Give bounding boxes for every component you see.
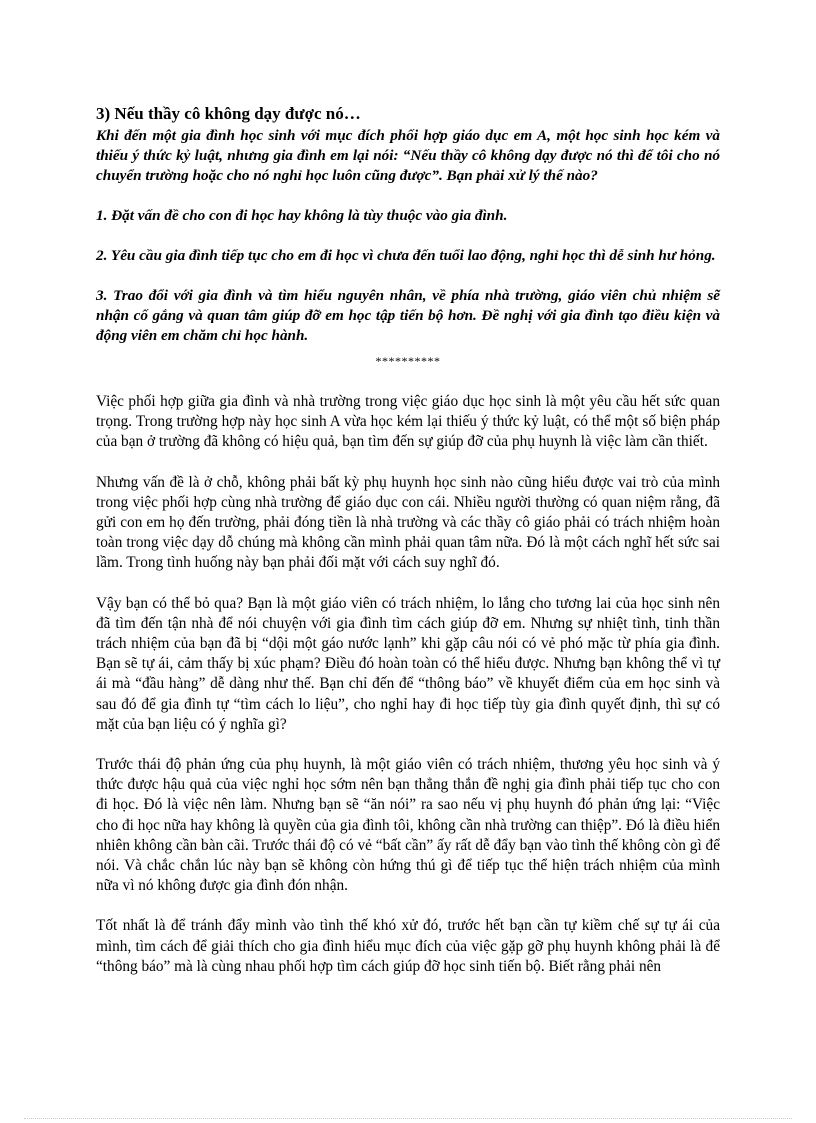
document-page bbox=[96, 104, 720, 997]
body-paragraph-2: Nhưng vấn đề là ở chỗ, không phải bất kỳ phụ huynh học sinh nào cũng hiểu được vai trò của mình trong việc phối hợp cùng nhà trường để giáo dục con cái. Nhiều người thường có quan niệm rằng, đã gửi con em họ đến trường, phải đóng tiền là nhà trường và các thầy cô giáo phải có trách nhiệm hoàn toàn trong việc dạy dỗ chúng mà không cần mình phải quan tâm nữa. Đó là một cách nghĩ hết sức sai lầm. Trong tình huống này bạn phải đối mặt với cách suy nghĩ đó. bbox=[96, 473, 720, 572]
section-separator: ********** bbox=[375, 354, 441, 368]
answer-option-2: 2. Yêu cầu gia đình tiếp tục cho em đi học vì chưa đến tuổi lao động, nghỉ học thì dễ sinh hư hỏng. bbox=[96, 247, 716, 264]
answer-option-1: 1. Đặt vấn đề cho con đi học hay không là tùy thuộc vào gia đình. bbox=[96, 207, 508, 224]
page-bottom-rule bbox=[24, 1118, 792, 1119]
body-paragraph-3: Vậy bạn có thể bỏ qua? Bạn là một giáo viên có trách nhiệm, lo lắng cho tương lai của học sinh nên đã tìm đến tận nhà để nói chuyện với gia đình tìm cách giúp đỡ em. Nhưng sự nhiệt tình, tinh thần trách nhiệm của bạn đã bị “dội một gáo nước lạnh” khi gặp câu nói có vẻ phó mặc từ phía gia đình. Bạn sẽ tự ái, cảm thấy bị xúc phạm? Điều đó hoàn toàn có thể hiểu được. Nhưng bạn không thể vì tự ái mà “đầu hàng” dễ dàng như thế. Bạn chỉ đến để “thông báo” về khuyết điểm của em học sinh và sau đó để gia đình tự “tìm cách lo liệu”, cho nghỉ hay đi học tiếp tùy gia đình quyết định, thì sự có mặt của bạn liệu có ý nghĩa gì? bbox=[96, 594, 720, 733]
answer-option-3: 3. Trao đổi với gia đình và tìm hiểu nguyên nhân, về phía nhà trường, giáo viên chủ nhiệm sẽ nhận cố gắng và quan tâm giúp đỡ em học tập tiến bộ hơn. Đề nghị với gia đình tạo điều kiện và động viên em chăm chỉ học hành. bbox=[96, 287, 720, 344]
section-title: 3) Nếu thầy cô không dạy được nó… bbox=[96, 104, 361, 123]
body-paragraph-4: Trước thái độ phản ứng của phụ huynh, là một giáo viên có trách nhiệm, thương yêu học sinh và ý thức được hậu quả của việc nghỉ học sớm nên bạn thẳng thắn đề nghị gia đình phải tiếp tục cho con đi học. Đó là việc nên làm. Nhưng bạn sẽ “ăn nói” ra sao nếu vị phụ huynh đó phản ứng lại: “Việc cho đi học nữa hay không là quyền của gia đình tôi, không cần nhà trường can thiệp”. Đó là điều hiển nhiên không cần bàn cãi. Trước thái độ có vẻ “bất cần” ấy rất dễ đẩy bạn vào tình thế không còn gì để nói. Và chắc chắn lúc này bạn sẽ không còn hứng thú gì để tiếp tục thể hiện trách nhiệm của mình nữa vì nó không được gia đình đón nhận. bbox=[96, 756, 720, 895]
situation-question: Khi đến một gia đình học sinh với mục đích phối hợp giáo dục em A, một học sinh học kém và thiếu ý thức kỷ luật, nhưng gia đình em lại nói: “Nếu thầy cô không dạy được nó thì để tôi cho nó chuyển trường hoặc cho nó nghỉ học luôn cũng được”. Bạn phải xử lý thế nào? bbox=[96, 127, 720, 184]
body-paragraph-5: Tốt nhất là để tránh đẩy mình vào tình thế khó xử đó, trước hết bạn cần tự kiềm chế sự tự ái của mình, tìm cách để giải thích cho gia đình hiểu mục đích của việc gặp gỡ phụ huynh không phải là để “thông báo” mà là cùng nhau phối hợp tìm cách giúp đỡ học sinh tiến bộ. Biết rằng phải nên bbox=[96, 917, 720, 975]
body-paragraph-1: Việc phối hợp giữa gia đình và nhà trường trong việc giáo dục học sinh là một yêu cầu hết sức quan trọng. Trong trường hợp này học sinh A vừa học kém lại thiếu ý thức kỷ luật, có thể một số biện pháp của bạn ở trường đã không có hiệu quả, bạn tìm đến sự giúp đỡ của phụ huynh là việc làm cần thiết. bbox=[96, 393, 720, 451]
